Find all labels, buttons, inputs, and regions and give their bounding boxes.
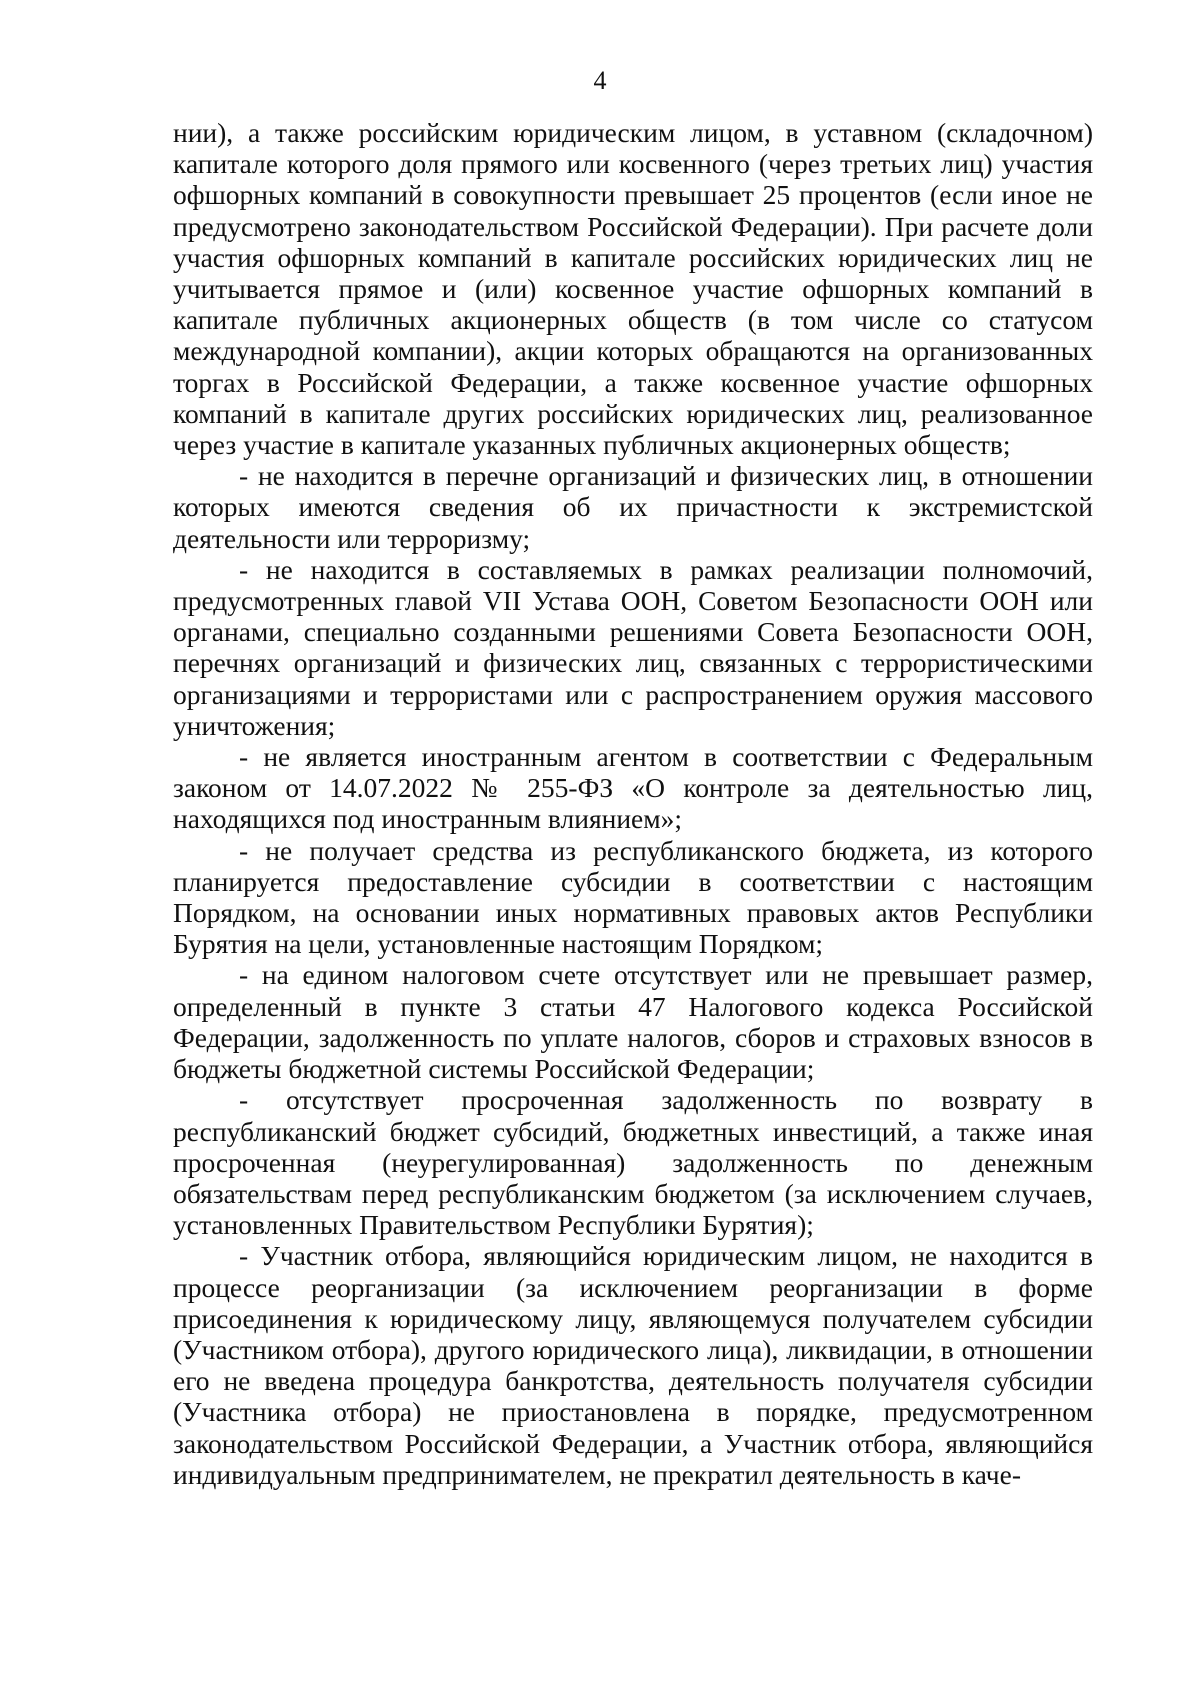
paragraph-extremism-list: - не находится в перечне организаций и физических лиц, в отношении которых имеются сведения об их причастности к экстремистской деятельности или терроризму; — [173, 460, 1093, 554]
paragraph-reorganization: - Участник отбора, являющийся юридическим лицом, не находится в процессе реорганизации (за исключением реорганизации в форме присоединения к юридическому лицу, являющемуся получателем субсидии (Участником отбора), другого юридического лица), ликвидации, в отношении его не введена процедура банкротства, деятельность получателя субсидии (Участника отбора) не приостановлена в порядке, предусмотренном законодательством Российской Федерации, а Участник отбора, являющийся индивидуальным предпринимателем, не прекратил деятельность в каче- — [173, 1240, 1093, 1490]
paragraph-tax-account: - на едином налоговом счете отсутствует или не превышает размер, определенный в пункте 3 статьи 47 Налогового кодекса Российской Федерации, задолженность по уплате налогов, сборов и страховых взносов в бюджеты бюджетной системы Российской Федерации; — [173, 959, 1093, 1085]
paragraph-offshore-participation: нии), а также российским юридическим лицом, в уставном (складочном) капитале которого доля прямого или косвенного (через третьих лиц) участия офшорных компаний в совокупности превышает 25 процентов (если иное не предусмотрено законодательством Российской Федерации). При расчете доли участия офшорных компаний в капитале российских юридических лиц не учитывается прямое и (или) косвенное участие офшорных компаний в капитале публичных акционерных обществ (в том числе со статусом международной компании), акции которых обращаются на организованных торгах в Российской Федерации, а также косвенное участие офшорных компаний в капитале других российских юридических лиц, реализованное через участие в капитале указанных публичных акционерных обществ; — [173, 117, 1093, 461]
document-body — [173, 117, 1093, 1490]
paragraph-budget-funds: - не получает средства из республиканского бюджета, из которого планируется предоставление субсидии в соответствии с настоящим Порядком, на основании иных нормативных правовых актов Республики Бурятия на цели, установленные настоящим Порядком; — [173, 834, 1093, 960]
page-number: 4 — [593, 66, 607, 95]
paragraph-un-sanctions-list: - не находится в составляемых в рамках реализации полномочий, предусмотренных главой VII Устава ООН, Советом Безопасности ООН или органами, специально созданными решениями Совета Безопасности ООН, перечнях организаций и физических лиц, связанных с террористическими организациями и террористами или с распространением оружия массового уничтожения; — [173, 553, 1093, 741]
paragraph-foreign-agent: - не является иностранным агентом в соответствии с Федеральным законом от 14.07.2022 № 255-ФЗ «О контроле за деятельностью лиц, находящихся под иностранным влиянием»; — [173, 741, 1093, 835]
paragraph-overdue-debt: - отсутствует просроченная задолженность по возврату в республиканский бюджет субсидий, бюджетных инвестиций, а также иная просроченная (неурегулированная) задолженность по денежным обязательствам перед республиканским бюджетом (за исключением случаев, установленных Правительством Республики Бурятия); — [173, 1084, 1093, 1241]
